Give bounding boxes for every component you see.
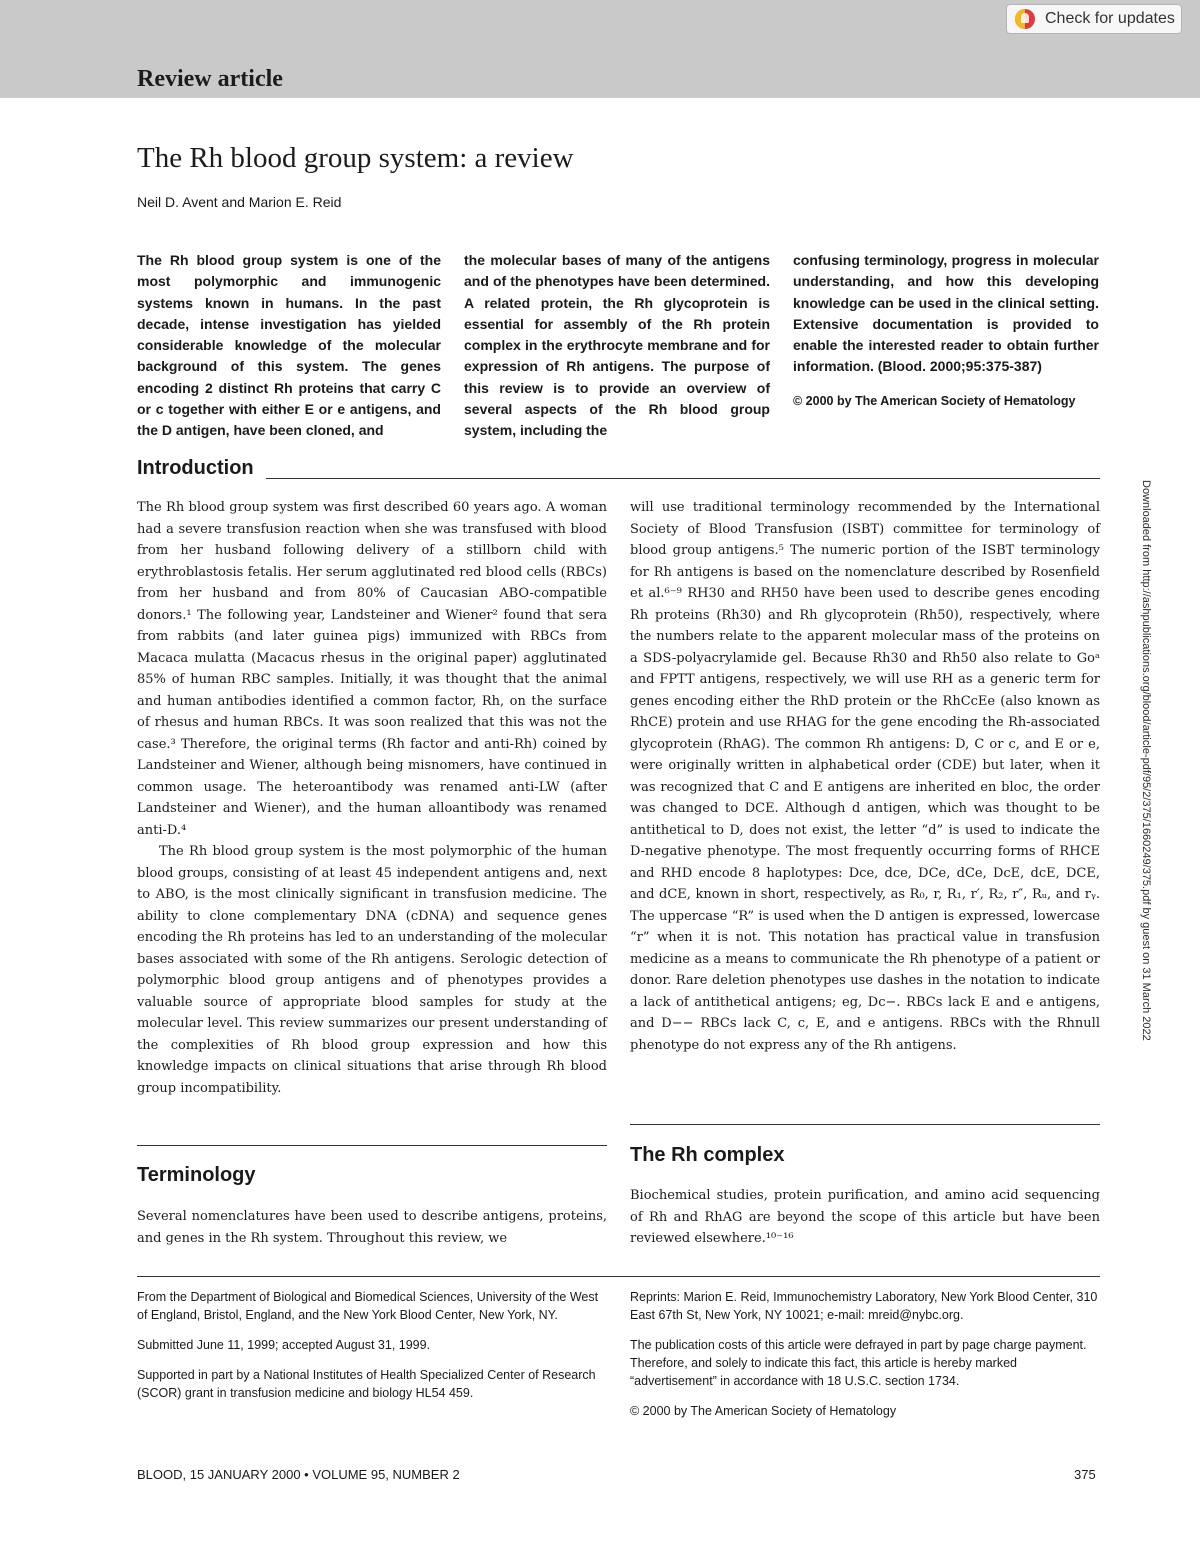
article-authors: Neil D. Avent and Marion E. Reid bbox=[137, 194, 342, 210]
crossmark-icon bbox=[1015, 9, 1035, 29]
footnote-copyright: © 2000 by The American Society of Hematology bbox=[630, 1404, 897, 1418]
rh-complex-paragraph-1: Biochemical studies, protein purification, and amino acid sequencing of Rh and RhAG are beyond the scope of this article but have been reviewed elsewhere.¹⁰⁻¹⁶ bbox=[630, 1188, 1100, 1246]
terminology-rule bbox=[137, 1145, 607, 1146]
footnotes-right bbox=[630, 1288, 1100, 1432]
introduction-rule bbox=[137, 478, 1100, 479]
terminology-paragraph-1: Several nomenclatures have been used to describe antigens, proteins, and genes in the Rh system. Throughout this review, we bbox=[137, 1209, 607, 1246]
footnote-support: Supported in part by a National Institutes of Health Specialized Center of Research (SCOR) grant in transfusion medicine and biology HL54 459. bbox=[137, 1368, 596, 1400]
abstract-column-1 bbox=[137, 250, 441, 442]
footnote-publication-costs: The publication costs of this article were defrayed in part by page charge payment. Therefore, and solely to indicate this fact, this article is hereby marked “advertisement” in accordance with 18 U.S.C. section 1734. bbox=[630, 1338, 1087, 1388]
abstract-text-1: The Rh blood group system is one of the most polymorphic and immunogenic systems known in humans. In the past decade, intense investigation has yielded considerable knowledge of the molecular background of this system. The genes encoding 2 distinct Rh proteins that carry C or c together with either E or e antigens, and the D antigen, have been cloned, and bbox=[137, 252, 441, 439]
article-title: The Rh blood group system: a review bbox=[137, 142, 574, 174]
body-right-column bbox=[630, 497, 1100, 1056]
rh-complex-body bbox=[630, 1185, 1100, 1250]
rh-complex-heading: The Rh complex bbox=[630, 1144, 785, 1166]
footnote-affiliation: From the Department of Biological and Biomedical Sciences, University of the West of England, Bristol, England, and the New York Blood Center, New York, NY. bbox=[137, 1290, 599, 1322]
abstract-text-3: confusing terminology, progress in molecular understanding, and how this developing knowledge can be used in the clinical setting. Extensive documentation is provided to enable the interested reader to obtain further information. (Blood. 2000;95:375-387) bbox=[793, 252, 1099, 375]
abstract-copyright: © 2000 by The American Society of Hematology bbox=[793, 393, 1076, 408]
journal-footer: BLOOD, 15 JANUARY 2000 • VOLUME 95, NUMBER 2 bbox=[137, 1467, 460, 1482]
abstract-column-3 bbox=[793, 250, 1099, 412]
footnote-submitted: Submitted June 11, 1999; accepted August 31, 1999. bbox=[137, 1338, 431, 1352]
article-type-label: Review article bbox=[137, 66, 283, 92]
introduction-heading: Introduction bbox=[137, 457, 266, 480]
terminology-heading: Terminology bbox=[137, 1164, 256, 1186]
check-for-updates-button[interactable] bbox=[1006, 4, 1182, 34]
footnote-rule bbox=[137, 1276, 1100, 1277]
intro-paragraph-2: The Rh blood group system is the most polymorphic of the human blood groups, consisting of at least 45 independent antigens and, next to ABO, is the most clinically significant in transfusion medicine. The ability to clone complementary DNA (cDNA) and sequence genes encoding the Rh proteins has led to an understanding of the molecular bases associated with some of the Rh antigens. Serologic detection of polymorphic blood group antigens and of phenotypes provides a valuable source of appropriate blood samples for study at the molecular level. This review summarizes our present understanding of the complexities of Rh blood group expression and how this knowledge impacts on clinical situations that arise through Rh blood group incompatibility. bbox=[137, 844, 607, 1096]
abstract-column-2 bbox=[464, 250, 770, 442]
footnote-reprints: Reprints: Marion E. Reid, Immunochemistry Laboratory, New York Blood Center, 310 East 67th St, New York, NY 10021; e-mail: mreid@nybc.org. bbox=[630, 1290, 1098, 1322]
rh-complex-rule bbox=[630, 1124, 1100, 1125]
terminology-body bbox=[137, 1206, 607, 1249]
right-paragraph-1: will use traditional terminology recommended by the International Society of Blood Transfusion (ISBT) committee for terminology of blood group antigens.⁵ The numeric portion of the ISBT terminology for Rh antigens is based on the nomenclature described by Rosenfield et al.⁶⁻⁹ RH30 and RH50 have been used to describe genes encoding Rh proteins (Rh30) and Rh glycoprotein (Rh50), respectively, where the numbers relate to the apparent molecular mass of the proteins on a SDS-polyacrylamide gel. Because Rh30 and Rh50 also relate to Goᵃ and FPTT antigens, respectively, we will use RH as a generic term for genes encoding either the RhD protein or the RhCcEe (also known as RhCE) protein and use RHAG for the gene encoding the Rh-associated glycoprotein (RhAG). The common Rh antigens: D, C or c, and E or e, were originally written in alphabetical order (CDE) but later, when it was recognized that C and E antigens are inherited en bloc, the order was changed to DCE. Although d antigen, which was thought to be antithetical to D, does not exist, the letter “d” is used to indicate the D-negative phenotype. The most frequently occurring forms of RHCE and RHD encode 8 haplotypes: Dce, dce, DCe, dCe, DcE, dcE, DCE, and dCE, known in short, respectively, as R₀, r, R₁, r′, R₂, r″, Rᵤ, and rᵧ. The uppercase “R” is used when the D antigen is expressed, lowercase “r” when it is not. This notation has practical value in transfusion medicine as a means to communicate the Rh phenotype of a patient or donor. Rare deletion phenotypes use dashes in the notation to indicate a lack of antithetical antigens; eg, Dc−. RBCs lack E and e antigens, and D−− RBCs lack C, c, E, and e antigens. RBCs with the Rhnull phenotype do not express any of the Rh antigens. bbox=[630, 500, 1100, 1053]
download-watermark: Downloaded from http://ashpublications.org/blood/article-pdf/95/2/375/1660249/375.pdf by guest on 31 March 2022 bbox=[1140, 480, 1152, 1041]
page-number: 375 bbox=[1074, 1467, 1096, 1482]
intro-paragraph-1: The Rh blood group system was first described 60 years ago. A woman had a severe transfusion reaction when she was transfused with blood from her husband following delivery of a stillborn child with erythroblastosis fetalis. Her serum agglutinated red blood cells (RBCs) from her husband and from 80% of Caucasian ABO-compatible donors.¹ The following year, Landsteiner and Wiener² found that sera from rabbits (and later guinea pigs) immunized with RBCs from Macaca mulatta (Macacus rhesus in the original paper) agglutinated 85% of human RBC samples. Initially, it was thought that the animal and human antibodies identified a common factor, Rh, on the surface of rhesus and human RBCs. It was soon realized that this was not the case.³ Therefore, the original terms (Rh factor and anti-Rh) coined by Landsteiner and Wiener, although being misnomers, have continued in common usage. The heteroantibody was renamed anti-LW (after Landsteiner and Wiener), and the human alloantibody was renamed anti-D.⁴ bbox=[137, 500, 607, 838]
check-for-updates-label: Check for updates bbox=[1045, 10, 1175, 27]
abstract-text-2: the molecular bases of many of the antigens and of the phenotypes have been determined. A related protein, the Rh glycoprotein is essential for assembly of the Rh protein complex in the erythrocyte membrane and for expression of Rh antigens. The purpose of this review is to provide an overview of several aspects of the Rh blood group system, including the bbox=[464, 252, 770, 439]
footnotes-left bbox=[137, 1288, 607, 1414]
body-left-column bbox=[137, 497, 607, 1099]
